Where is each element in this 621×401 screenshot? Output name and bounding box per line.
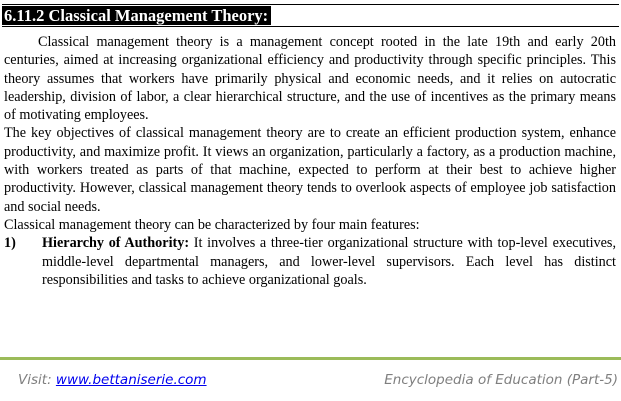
list-item-term: Hierarchy of Authority: [42,235,190,252]
footer-visit [18,372,207,388]
list-item-text: It involves a three-tier organizational structure with top-level executives, middle-level departmental managers, and lower-level supervisors. Each level has distinct responsibilities and tasks to achieve organizational goals. [42,235,616,288]
paragraph-features-intro: Classical management theory can be characterized by four main features: [4,216,420,233]
list-item-number: 1) [4,235,16,252]
body-text [4,33,616,289]
section-heading-bar [2,4,619,27]
section-heading: 6.11.2 Classical Management Theory: [2,6,271,25]
footer-book-title: Encyclopedia of Education (Part-5) [384,372,618,388]
list-item [4,234,616,289]
footer-rule [0,357,621,360]
footer-visit-label: Visit: [18,372,56,388]
paragraph-intro: Classical management theory is a management concept rooted in the late 19th and early 20th centuries, aimed at increasing organizational efficiency and productivity through specific principles. This theory assumes that workers have primarily physical and economic needs, and it relies on autocratic leadership, division of labor, a clear hierarchical structure, and the use of incentives as the primary means of motivating employees. [4,34,616,124]
paragraph-objectives: The key objectives of classical management theory are to create an efficient production system, enhance productivity, and maximize profit. It views an organization, particularly a factory, as a production machine, with workers treated as parts of that machine, expected to perform at their best to achieve higher productivity. However, classical management theory tends to overlook aspects of employee job satisfaction and social needs. [4,125,616,215]
page-footer [0,369,621,393]
website-link[interactable]: www.bettaniserie.com [55,372,207,388]
